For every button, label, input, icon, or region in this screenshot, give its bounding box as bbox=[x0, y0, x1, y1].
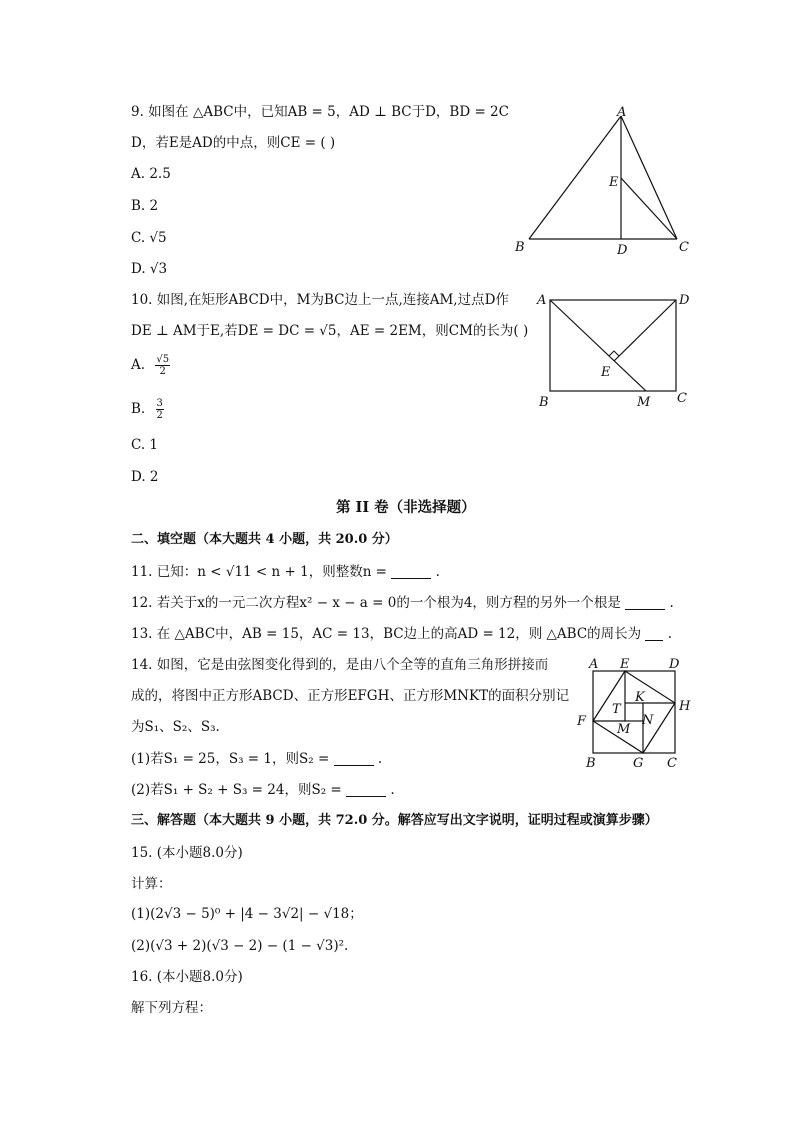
section2-heading: 二、填空题（本大题共 4 小题，共 20.0 分） bbox=[131, 532, 398, 547]
q10-label-m: M bbox=[637, 395, 651, 410]
q10-option-b bbox=[131, 398, 164, 421]
q9-stem-line1: 9. 如图在 △ABC中，已知AB = 5，AD ⊥ BC于D，BD = 2C bbox=[131, 104, 509, 120]
q14-label-c: C bbox=[667, 756, 677, 771]
q10-option-b-numerator: 3 bbox=[156, 398, 163, 409]
q10-option-a-fraction bbox=[155, 354, 170, 377]
q10-option-b-prefix: B. bbox=[131, 401, 146, 417]
q12-line bbox=[131, 594, 674, 612]
q13-end: . bbox=[667, 626, 673, 642]
q11-answer-blank[interactable] bbox=[391, 564, 431, 579]
q14-label-e: E bbox=[620, 657, 630, 672]
q10-stem-line2: DE ⊥ AM于E,若DE = DC = √5，AE = 2EM，则CM的长为( ) bbox=[131, 323, 529, 339]
q14-part1 bbox=[131, 750, 382, 768]
q13-text: 13. 在 △ABC中，AB = 15，AC = 13，BC边上的高AD = 12，则 △ABC的周长为 bbox=[131, 626, 646, 642]
q15-expression-2: (2)(√3 + 2)(√3 − 2) − (1 − √3)². bbox=[131, 938, 349, 954]
q14-part2-answer-blank[interactable] bbox=[346, 782, 386, 797]
q9-option-b: B. 2 bbox=[131, 198, 159, 214]
q14-stem-line1: 14. 如图，它是由弦图变化得到的，是由八个全等的直角三角形拼接而 bbox=[131, 657, 549, 673]
q14-part2 bbox=[131, 781, 395, 799]
q14-part2-end: . bbox=[390, 782, 395, 798]
q12-end: . bbox=[669, 595, 674, 611]
q10-option-b-fraction bbox=[156, 398, 164, 421]
q14-label-t: T bbox=[612, 702, 621, 717]
q11-end: . bbox=[435, 564, 440, 580]
q10-label-e: E bbox=[601, 365, 611, 380]
section3-heading: 三、解答题（本大题共 9 小题，共 72.0 分。解答应写出文字说明，证明过程或演算步骤） bbox=[131, 813, 658, 828]
q14-part1-text: (1)若S₁ = 25，S₃ = 1，则S₂ = bbox=[131, 751, 334, 767]
q13-line bbox=[131, 625, 672, 643]
q10-label-a: A bbox=[537, 293, 547, 308]
q12-text: 12. 若关于x的一元二次方程x² − x − a = 0的一个根为4，则方程的另外一个根是 bbox=[131, 595, 621, 611]
q10-option-a-prefix: A. bbox=[131, 357, 146, 373]
q10-option-a-numerator: √5 bbox=[156, 354, 170, 365]
q10-option-a-denominator: 2 bbox=[159, 366, 166, 377]
q10-label-b: B bbox=[539, 395, 549, 410]
q14-chord-diagram-figure bbox=[575, 654, 695, 774]
q9-triangle-figure bbox=[505, 102, 705, 262]
q14-part1-end: . bbox=[377, 751, 383, 767]
q10-stem-line1: 10. 如图,在矩形ABCD中，M为BC边上一点,连接AM,过点D作 bbox=[131, 292, 509, 308]
q14-label-d: D bbox=[669, 657, 680, 672]
q11-text: 11. 已知：n < √11 < n + 1，则整数n = bbox=[131, 564, 392, 580]
q12-answer-blank[interactable] bbox=[625, 595, 665, 610]
q14-label-h: H bbox=[679, 699, 691, 714]
q16-instruction: 解下列方程： bbox=[131, 1000, 212, 1016]
q11-line bbox=[131, 563, 440, 581]
q9-label-c: C bbox=[679, 240, 689, 255]
q10-option-b-denominator: 2 bbox=[156, 410, 163, 421]
q9-option-c: C. √5 bbox=[131, 230, 167, 246]
q9-label-d: D bbox=[617, 243, 628, 258]
q14-stem-line2: 成的，将图中正方形ABCD、正方形EFGH、正方形MNKT的面积分别记 bbox=[131, 688, 570, 704]
q9-option-a: A. 2.5 bbox=[131, 166, 171, 182]
q10-option-d: D. 2 bbox=[131, 469, 159, 485]
q14-label-k: K bbox=[635, 690, 645, 705]
q14-label-n: N bbox=[642, 713, 654, 728]
q15-instruction: 计算： bbox=[131, 876, 172, 892]
q14-label-m: M bbox=[617, 722, 631, 737]
q13-answer-blank[interactable] bbox=[645, 626, 663, 641]
q15-expression-1: (1)(2√3 − 5)⁰ + |4 − 3√2| − √18； bbox=[131, 906, 363, 922]
part2-title: 第 II 卷（非选择题） bbox=[336, 499, 476, 516]
q14-part2-text: (2)若S₁ + S₂ + S₃ = 24，则S₂ = bbox=[131, 782, 347, 798]
q14-label-a: A bbox=[589, 657, 599, 672]
q10-rectangle-figure bbox=[535, 290, 705, 415]
q10-label-d: D bbox=[679, 293, 690, 308]
q14-label-b: B bbox=[586, 756, 596, 771]
q9-label-b: B bbox=[515, 240, 525, 255]
q9-option-d: D. √3 bbox=[131, 261, 168, 277]
q10-option-a bbox=[131, 354, 170, 377]
q9-stem-line2: D，若E是AD的中点，则CE = ( ) bbox=[131, 135, 336, 151]
q14-label-f: F bbox=[577, 714, 587, 729]
q10-option-c: C. 1 bbox=[131, 437, 159, 453]
q16-header: 16. (本小题8.0分) bbox=[131, 969, 243, 985]
q9-label-a: A bbox=[617, 105, 627, 120]
q15-header: 15. (本小题8.0分) bbox=[131, 845, 243, 861]
q9-label-e: E bbox=[609, 175, 619, 190]
q14-label-g: G bbox=[633, 756, 644, 771]
q14-stem-line3: 为S₁、S₂、S₃. bbox=[131, 719, 220, 735]
q10-label-c: C bbox=[677, 391, 687, 406]
q14-part1-answer-blank[interactable] bbox=[334, 751, 374, 766]
